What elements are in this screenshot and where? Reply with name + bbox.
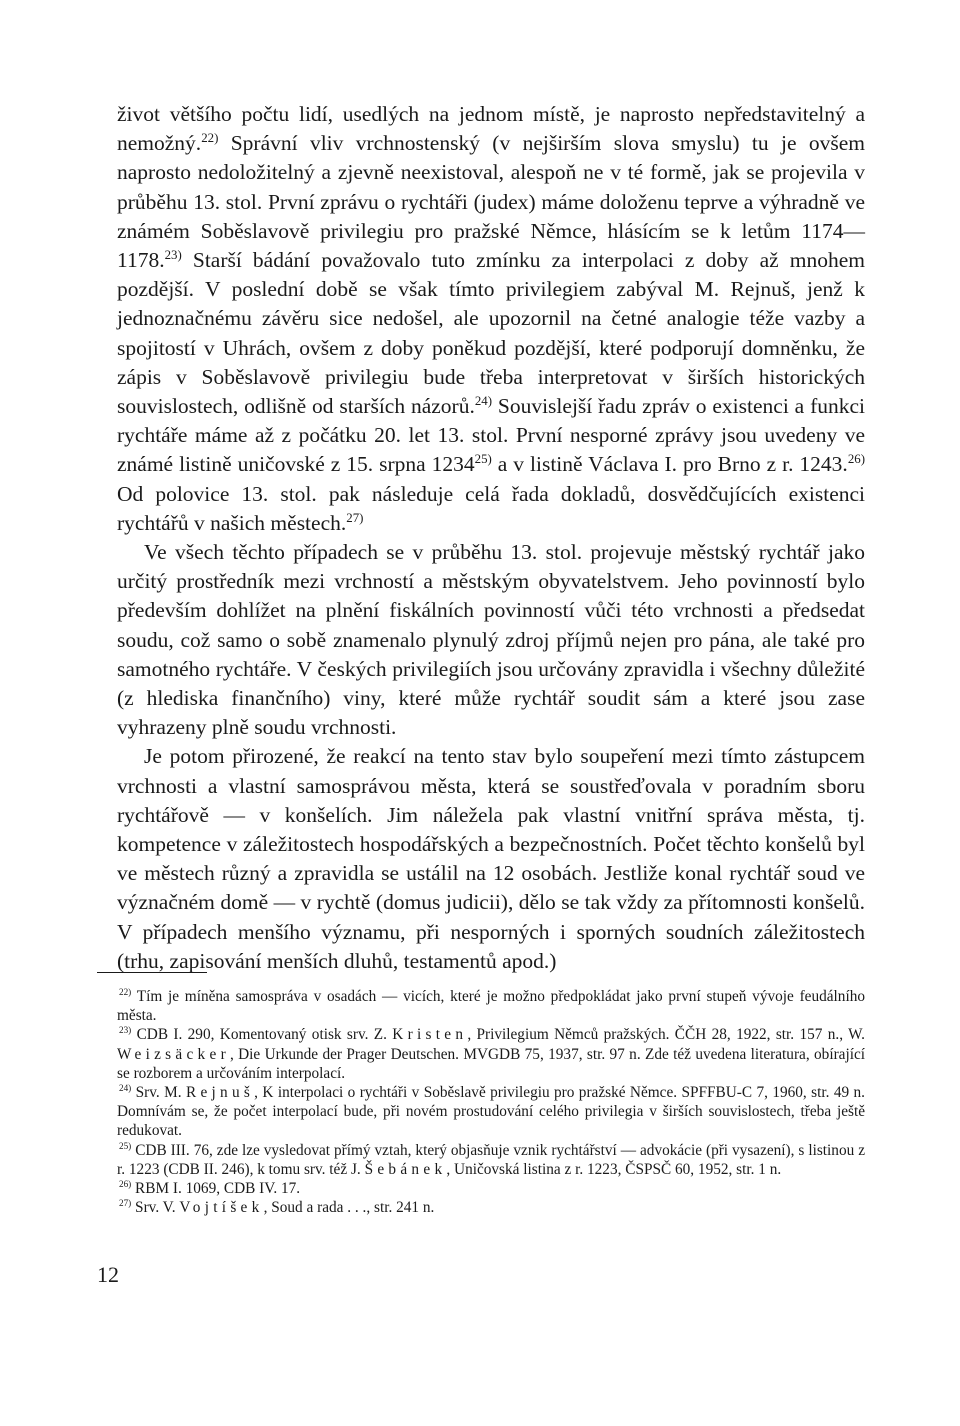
footnote-text: , Soud a rada . . ., str. 241 n. xyxy=(263,1199,435,1217)
text-run: Správní vliv vrchnostenský (v nejširším slova smyslu) tu je ovšem naprosto nedoložitelný a zjevně neexistoval, alespoň ne v té formě, jak se projevila v průběhu 13. stol. První zprávu o rychtáři (judex) máme doloženu teprve a výhradně ve známém Soběslavově privilegiu pro pražské Němce, hlásícím se k letům 1174—1178. xyxy=(117,131,865,273)
paragraph: Ve všech těchto případech se v průběhu 13. stol. projevuje městský rychtář jako určitý prostředník mezi vrchností a městským obyvatelstvem. Jeho povinností bylo především dohlížet na plnění fiskálních povinností vůči této vrchnosti a předsedat soudu, což samo o sobě znamenalo plynulý zdroj příjmů nejen pro pána, ale také pro samotného rychtáře. V českých privilegiích jsou určovány zpravidla i všechny důležité (z hlediska finančního) viny, které může rychtář soudit sám a které jsou zase vyhrazeny plně soudu vrchnosti. xyxy=(117,540,865,740)
footnote-number: 23) xyxy=(119,1025,132,1036)
footnote-23 xyxy=(117,1025,865,1083)
footnote-number: 24) xyxy=(119,1082,132,1093)
author-name: Weizsäcker xyxy=(117,1045,230,1063)
footnote-text: , Privilegium Němců pražských. ČČH 28, 1922, str. 157 n., W. xyxy=(467,1026,865,1044)
footnote-25 xyxy=(117,1141,865,1179)
footnote-ref: 25) xyxy=(474,452,492,467)
footnote-text: RBM I. 1069, CDB IV. 17. xyxy=(131,1180,301,1198)
footnote-ref: 24) xyxy=(474,393,493,408)
footnote-27 xyxy=(117,1198,865,1217)
text-run: a v listině Václava I. pro Brno z r. 1243. xyxy=(491,452,848,477)
footnotes xyxy=(117,987,865,1217)
author-name: Šebánek xyxy=(364,1160,447,1178)
footnote-text: , Uničovská listina z r. 1223, ČSPSČ 60, 1952, str. 1 n. xyxy=(446,1160,782,1178)
author-name: Rejnuš xyxy=(185,1084,255,1102)
footnote-number: 26) xyxy=(119,1178,132,1189)
author-name: Vojtíšek xyxy=(179,1199,264,1217)
footnote-divider xyxy=(97,972,207,973)
text-run: Starší bádání považovalo tuto zmínku za interpolaci z doby až mnohem pozdější. V poslední době se však tímto privilegiem zabýval M. Rejnuš, jenž k jednoznačnému závěru sice nedošel, ale upozornil na četné analogie téže vazby a spojitostí v Uhrách, ovšem z doby poněkud pozdější, které podporují domněnku, že zápis v Soběslavově privilegiu bude třeba interpretovat v širších historických souvislostech, odlišně od starších názorů. xyxy=(117,248,865,419)
footnote-ref: 27) xyxy=(346,510,364,525)
footnote-22 xyxy=(117,987,865,1025)
text-run: Od polovice 13. stol. pak následuje celá řada dokladů, dosvědčujících existenci rychtářů v našich městech. xyxy=(117,481,865,535)
footnote-24 xyxy=(117,1083,865,1141)
footnote-number: 27) xyxy=(119,1198,132,1209)
text-run: život většího počtu lidí, usedlých na jednom místě, je naprosto nepředstavitelný a nemožný. xyxy=(117,102,865,156)
footnote-26 xyxy=(117,1179,865,1198)
footnote-ref: 26) xyxy=(847,452,865,467)
paragraph: Je potom přirozené, že reakcí na tento stav bylo soupeření mezi tímto zástupcem vrchnosti a vlastní samosprávou města, která se soustřeďovala v poradním sboru rychtářově — v konšelích. Jim náležela pak vlastní vnitřní správa města, tj. kompetence v záležitostech hospodářských a bezpečnostních. Počet těchto konšelů byl ve městech různý a zpravidla se ustálil na 12 osobách. Jestliže konal rychtář soud ve význačném domě — v rychtě (domus judicii), dělo se tak vždy za přítomnosti konšelů. V případech menšího významu, při nesporných i sporných soudních záležitostech (trhu, zapisování menších dluhů, testamentů apod.) xyxy=(117,744,865,973)
footnote-text: Srv. M. xyxy=(131,1084,186,1102)
footnote-text: , Die Urkunde der Prager Deutschen. MVGDB 75, 1937, str. 97 n. Zde též uvedena literatura, obírající se rozborem a určováním interpolací. xyxy=(117,1045,865,1082)
body-text xyxy=(117,100,865,976)
footnote-text: CDB I. 290, Komentovaný otisk srv. Z. xyxy=(131,1026,393,1044)
author-name: Kristen xyxy=(392,1026,468,1044)
footnote-text: Tím je míněna samospráva v osadách — vicích, které je možno předpokládat jako první stupeň vývoje feudálního města. xyxy=(117,988,865,1025)
footnote-text: , K interpolaci o rychtáři v Soběslavě privilegiu pro pražské Němce. SPFFBU-C 7, 1960, str. 49 n. Domnívám se, že počet interpolací bude, při novém prostudování celého privilegia v širších souvislostech, třeba ještě redukovat. xyxy=(117,1084,865,1140)
page-number: 12 xyxy=(97,1262,119,1287)
footnote-number: 22) xyxy=(119,986,132,997)
footnote-text: CDB III. 76, zde lze vysledovat přímý vztah, který objasňuje vznik rychtářství — advokácie (při vysazení), s listinou z r. 1223 (CDB II. 246), k tomu srv. též J. xyxy=(117,1141,865,1178)
footnote-number: 25) xyxy=(119,1140,132,1151)
footnote-ref: 23) xyxy=(164,247,182,262)
text-run: Souvislejší řadu zpráv o existenci a funkci rychtáře máme až z počátku 20. let 13. stol. První nesporné zprávy jsou uvedeny ve známé listině uničovské z 15. srpna 1234 xyxy=(117,394,865,477)
paragraph xyxy=(117,100,865,538)
footnote-text: Srv. V. xyxy=(131,1199,180,1217)
footnote-ref: 22) xyxy=(201,131,219,146)
